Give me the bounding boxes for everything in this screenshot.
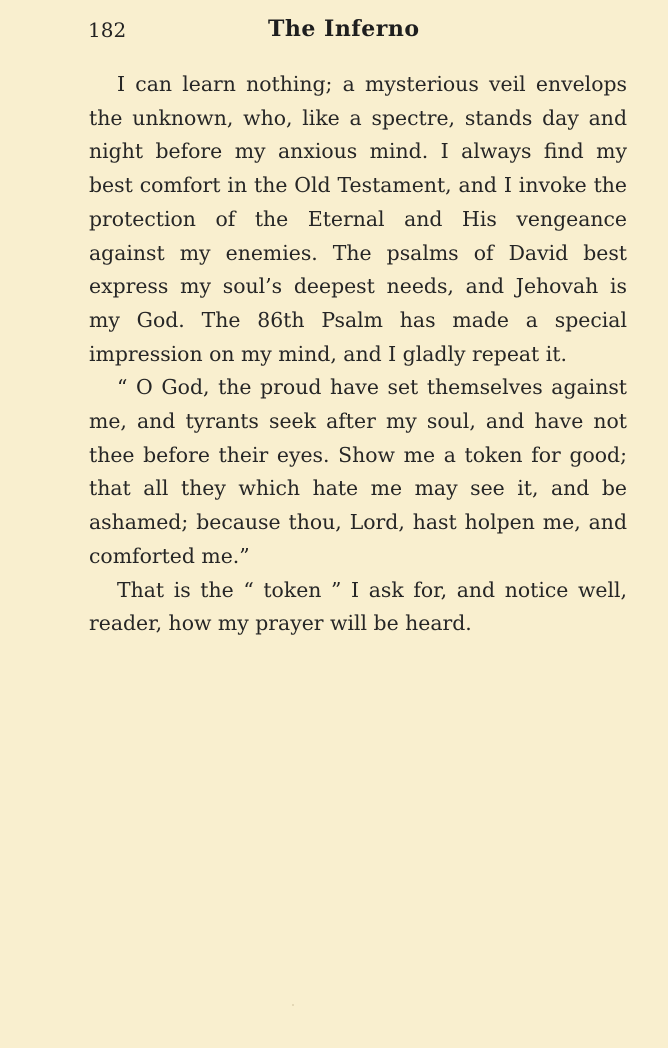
page-number: 182: [88, 18, 127, 42]
running-title: The Inferno: [268, 16, 420, 42]
paragraph-1: I can learn nothing; a mysterious veil envelops the unknown, who, like a spectre, stands day and night before my anxious mind. I always find my best comfort in the Old Testament, and I invoke the protection of the Eternal and His vengeance against my enemies. The psalms of David best express my soul’s deepest needs, and Jehovah is my God. The 86th Psalm has made a special impression on my mind, and I gladly repeat it.: [89, 72, 627, 366]
body-text: [89, 68, 627, 641]
paragraph-3: That is the “ token ” I ask for, and notice well, reader, how my prayer will be heard.: [89, 577, 627, 636]
paragraph-2: “ O God, the proud have set themselves against me, and tyrants seek after my soul, and have not thee before their eyes. Show me a token for good; that all they which hate me may see it, and be ashamed; because thou, Lord, hast holpen me, and comforted me.”: [89, 375, 627, 568]
paper-speck: [292, 1004, 294, 1006]
page-header: [88, 14, 628, 48]
